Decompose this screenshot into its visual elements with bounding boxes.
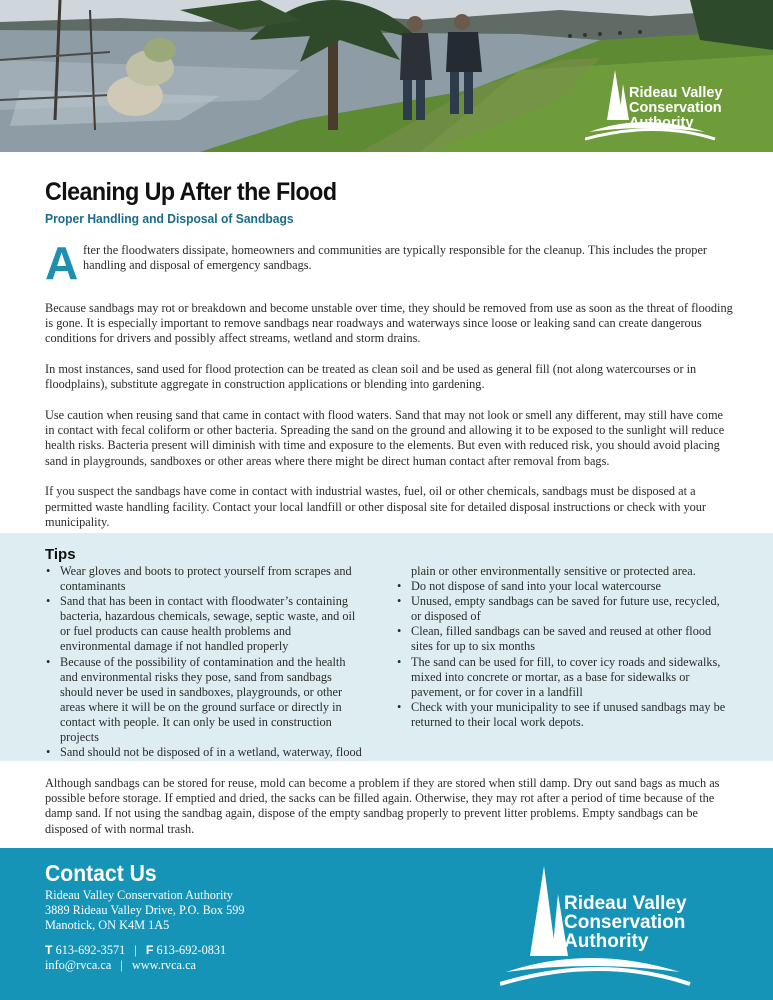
- page-subtitle: Proper Handling and Disposal of Sandbags: [45, 211, 294, 226]
- contact-footer: [0, 848, 773, 1000]
- fax-label: F: [145, 943, 154, 957]
- tips-list-left: [45, 564, 365, 760]
- contact-address-line2: Manotick, ON K4M 1A5: [45, 917, 170, 932]
- body-paragraph-4: If you suspect the sandbags have come in contact with industrial wastes, fuel, oil or other chemicals, sandbags must be disposed at a permitted waste handling facility. Contact your local landfill or other disposal site for detailed disposal instructions or check with your municipality.: [45, 484, 707, 529]
- separator: |: [120, 958, 123, 972]
- tip-item: • Unused, empty sandbags can be saved for future use, recycled, or disposed of: [396, 594, 731, 624]
- phone-number[interactable]: 613-692-3571: [55, 943, 126, 957]
- tip-item: • Check with your municipality to see if unused sandbags may be returned to their local work depots.: [396, 700, 731, 730]
- tip-item: • Sand that has been in contact with floodwater’s containing bacteria, hazardous chemicals, sewage, septic waste, and oil or fuel products can cause health problems and environmental damage if not handled properly: [45, 594, 365, 654]
- tip-item: • Clean, filled sandbags can be saved and reused at other flood sites for up to six months: [396, 624, 731, 654]
- body-paragraph-2: In most instances, sand used for flood protection can be treated as clean soil and be used as general fill (not along watercourses or in floodplains), substitute aggregate in construction applications or blending into gardening.: [45, 362, 697, 392]
- tip-item: • Because of the possibility of contamination and the health and environmental risks they pose, sand from sandbags should never be used in sandboxes, playgrounds, or other areas where it will be on the ground surface or directly in contact with people. It can only be used in construction projects: [45, 655, 365, 746]
- website-link[interactable]: www.rvca.ca: [131, 958, 196, 972]
- tips-list-right: [396, 564, 731, 730]
- hero-logo-line3: Authority: [629, 115, 694, 131]
- hero-logo-line2: Conservation: [629, 100, 722, 116]
- email-link[interactable]: info@rvca.ca: [45, 958, 112, 972]
- closing-paragraph: Although sandbags can be stored for reuse, mold can become a problem if they are stored when still damp. Dry out sand bags as much as possible before storage. If emptied and dried, the sacks can be filled again. Otherwise, they may rot after a period of time because of the damp sand. If not using the sandbag again, dispose of the empty sandbag properly to prevent litter problems. Empty sandbags can be disposed of with normal trash.: [45, 776, 720, 836]
- footer-logo-text: [564, 894, 687, 951]
- page-title: Cleaning Up After the Flood: [45, 178, 337, 206]
- contact-address-line1: 3889 Rideau Valley Drive, P.O. Box 599: [45, 902, 245, 917]
- intro-text: fter the floodwaters dissipate, homeowners and communities are typically responsible for the cleanup. This includes the proper handling and disposal of emergency sandbags.: [83, 243, 708, 273]
- article-body: [45, 237, 735, 545]
- hero-logo-line1: Rideau Valley: [629, 85, 723, 101]
- footer-logo-line1: Rideau Valley: [564, 893, 687, 914]
- footer-rvca-logo: [500, 860, 730, 990]
- hero-logo-text: [629, 86, 723, 131]
- tip-item: • The sand can be used for fill, to cover icy roads and sidewalks, mixed into concrete or mortar, as a base for sidewalks or pavement, or for cover in a landfill: [396, 655, 731, 700]
- fax-number: 613-692-0831: [156, 943, 227, 957]
- separator: |: [134, 943, 137, 957]
- drop-cap: A: [45, 237, 79, 289]
- phone-label: T: [45, 943, 53, 957]
- contact-org: Rideau Valley Conservation Authority: [45, 888, 233, 902]
- tip-item: • Sand should not be disposed of in a wetland, waterway, flood: [45, 745, 365, 760]
- body-paragraph-3: Use caution when reusing sand that came in contact with flood waters. Sand that may not look or smell any different, may still have come in contact with fecal coliform or other bacteria. Spreading the sand on the ground and allowing it to be exposed to the sunlight will reduce health risks. Bacteria present will diminish with time and exposure to the elements. But even with reduced risk, you should avoid placing sand in playgrounds, sandboxes or other areas where there might be direct human contact after removal from bags.: [45, 408, 725, 468]
- footer-logo-line3: Authority: [564, 931, 649, 952]
- tip-item-continuation: plain or other environmentally sensitive or protected area.: [411, 564, 696, 578]
- contact-title: Contact Us: [45, 860, 157, 886]
- hero-photo: [0, 0, 773, 152]
- tip-item: • Do not dispose of sand into your local watercourse: [396, 579, 731, 594]
- body-paragraph-1: Because sandbags may rot or breakdown and become unstable over time, they should be removed from use as soon as the threat of flooding is gone. It is especially important to remove sandbags near roadways and waterways since loose or leaking sand can create dangerous conditions for drivers and possibly affect streams, wetland and storm drains.: [45, 301, 733, 346]
- footer-logo-line2: Conservation: [564, 912, 686, 933]
- hero-rvca-logo: [585, 62, 735, 142]
- tip-item: • Wear gloves and boots to protect yourself from scrapes and contaminants: [45, 564, 365, 594]
- tips-title: Tips: [45, 546, 76, 563]
- intro-paragraph: [45, 237, 735, 289]
- contact-address: [45, 888, 245, 932]
- contact-phones: [45, 943, 226, 973]
- tips-panel: [0, 533, 773, 761]
